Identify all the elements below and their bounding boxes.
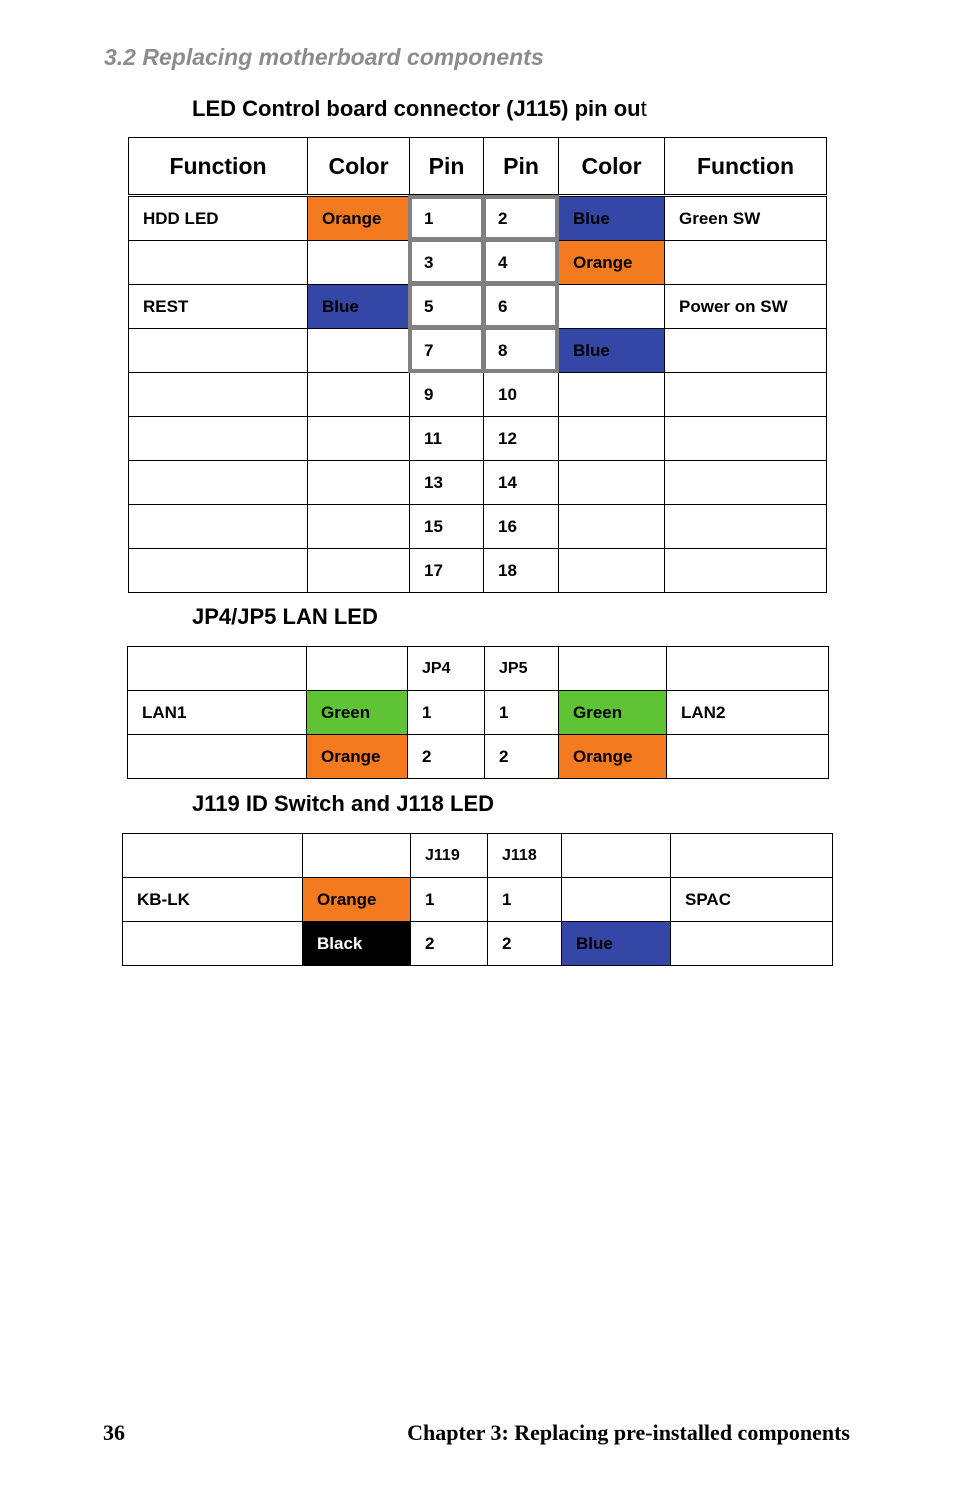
chapter-footer: Chapter 3: Replacing pre-installed components [407, 1420, 850, 1445]
function-cell [129, 549, 308, 593]
empty-cell [559, 647, 667, 691]
pin-cell: 15 [410, 505, 484, 549]
j119-j118-table [122, 833, 833, 966]
table-row [123, 922, 833, 966]
empty-cell [562, 834, 671, 878]
function-cell: HDD LED [129, 196, 308, 241]
pin-cell: 3 [410, 241, 484, 285]
table1-title-tail: t [640, 96, 647, 121]
color-cell [308, 329, 410, 373]
table-header-row [128, 647, 829, 691]
color-cell [308, 417, 410, 461]
header-j119: J119 [411, 834, 488, 878]
pin-cell: 18 [484, 549, 559, 593]
table1-title [192, 96, 647, 122]
table-row [129, 461, 827, 505]
table-row [128, 691, 829, 735]
empty-cell [123, 834, 303, 878]
table-row [129, 285, 827, 329]
color-cell [559, 461, 665, 505]
pin-cell: 5 [410, 285, 484, 329]
color-cell [308, 461, 410, 505]
color-cell [559, 285, 665, 329]
function-cell [129, 417, 308, 461]
color-cell: Orange [559, 735, 667, 779]
color-cell [559, 417, 665, 461]
header-jp5: JP5 [485, 647, 559, 691]
function-cell: KB-LK [123, 878, 303, 922]
pin-cell: 12 [484, 417, 559, 461]
color-cell [308, 549, 410, 593]
color-cell: Blue [559, 329, 665, 373]
color-cell [559, 373, 665, 417]
function-cell: REST [129, 285, 308, 329]
pin-cell: 6 [484, 285, 559, 329]
color-cell: Orange [303, 878, 411, 922]
table-row [129, 417, 827, 461]
pin-cell: 1 [411, 878, 488, 922]
pin-cell: 7 [410, 329, 484, 373]
table-row [123, 878, 833, 922]
header-function-right: Function [665, 138, 827, 196]
function-cell [665, 417, 827, 461]
j115-pinout-table [128, 137, 827, 593]
pin-cell: 13 [410, 461, 484, 505]
function-cell [665, 461, 827, 505]
header-j118: J118 [488, 834, 562, 878]
function-cell [665, 241, 827, 285]
pin-cell: 2 [408, 735, 485, 779]
pin-cell: 2 [488, 922, 562, 966]
color-cell: Blue [559, 196, 665, 241]
color-cell [562, 878, 671, 922]
color-cell: Orange [307, 735, 408, 779]
pin-cell: 1 [408, 691, 485, 735]
color-cell: Green [559, 691, 667, 735]
pin-cell: 10 [484, 373, 559, 417]
function-cell [129, 373, 308, 417]
page-number: 36 [103, 1420, 125, 1445]
pin-cell: 8 [484, 329, 559, 373]
header-function-left: Function [129, 138, 308, 196]
pin-cell: 14 [484, 461, 559, 505]
function-cell [665, 549, 827, 593]
header-jp4: JP4 [408, 647, 485, 691]
pin-cell: 1 [485, 691, 559, 735]
function-cell [665, 329, 827, 373]
color-cell: Green [307, 691, 408, 735]
function-cell: LAN1 [128, 691, 307, 735]
table-row [129, 549, 827, 593]
table-row [129, 329, 827, 373]
pin-cell: 9 [410, 373, 484, 417]
function-cell: Power on SW [665, 285, 827, 329]
table1-title-main: LED Control board connector (J115) pin ou [192, 96, 641, 121]
table-row [129, 505, 827, 549]
empty-cell [303, 834, 411, 878]
table-header-row [123, 834, 833, 878]
table-row [129, 241, 827, 285]
pin-cell: 2 [485, 735, 559, 779]
function-cell [123, 922, 303, 966]
function-cell [129, 505, 308, 549]
function-cell: LAN2 [667, 691, 829, 735]
table-row [129, 196, 827, 241]
color-cell: Orange [559, 241, 665, 285]
color-cell [308, 505, 410, 549]
pin-cell: 2 [411, 922, 488, 966]
function-cell [665, 373, 827, 417]
empty-cell [128, 647, 307, 691]
function-cell [129, 329, 308, 373]
function-cell [667, 735, 829, 779]
color-cell: Orange [308, 196, 410, 241]
color-cell: Blue [562, 922, 671, 966]
jp4-jp5-lan-led-table [127, 646, 829, 779]
function-cell [665, 505, 827, 549]
header-pin-left: Pin [410, 138, 484, 196]
color-cell [559, 549, 665, 593]
color-cell: Blue [308, 285, 410, 329]
header-color-right: Color [559, 138, 665, 196]
function-cell: SPAC [671, 878, 833, 922]
pin-cell: 16 [484, 505, 559, 549]
function-cell [128, 735, 307, 779]
function-cell [129, 241, 308, 285]
table2-title: JP4/JP5 LAN LED [192, 604, 378, 629]
pin-cell: 17 [410, 549, 484, 593]
empty-cell [667, 647, 829, 691]
color-cell [308, 373, 410, 417]
empty-cell [307, 647, 408, 691]
function-cell: Green SW [665, 196, 827, 241]
table3-title: J119 ID Switch and J118 LED [192, 791, 495, 816]
color-cell [308, 241, 410, 285]
pin-cell: 4 [484, 241, 559, 285]
pin-cell: 1 [488, 878, 562, 922]
function-cell [129, 461, 308, 505]
table-header-row [129, 138, 827, 196]
header-color-left: Color [308, 138, 410, 196]
table-row [129, 373, 827, 417]
header-pin-right: Pin [484, 138, 559, 196]
pin-cell: 11 [410, 417, 484, 461]
color-cell: Black [303, 922, 411, 966]
pin-cell: 2 [484, 196, 559, 241]
empty-cell [671, 834, 833, 878]
section-header: 3.2 Replacing motherboard components [104, 44, 544, 70]
pin-cell: 1 [410, 196, 484, 241]
color-cell [559, 505, 665, 549]
function-cell [671, 922, 833, 966]
table-row [128, 735, 829, 779]
